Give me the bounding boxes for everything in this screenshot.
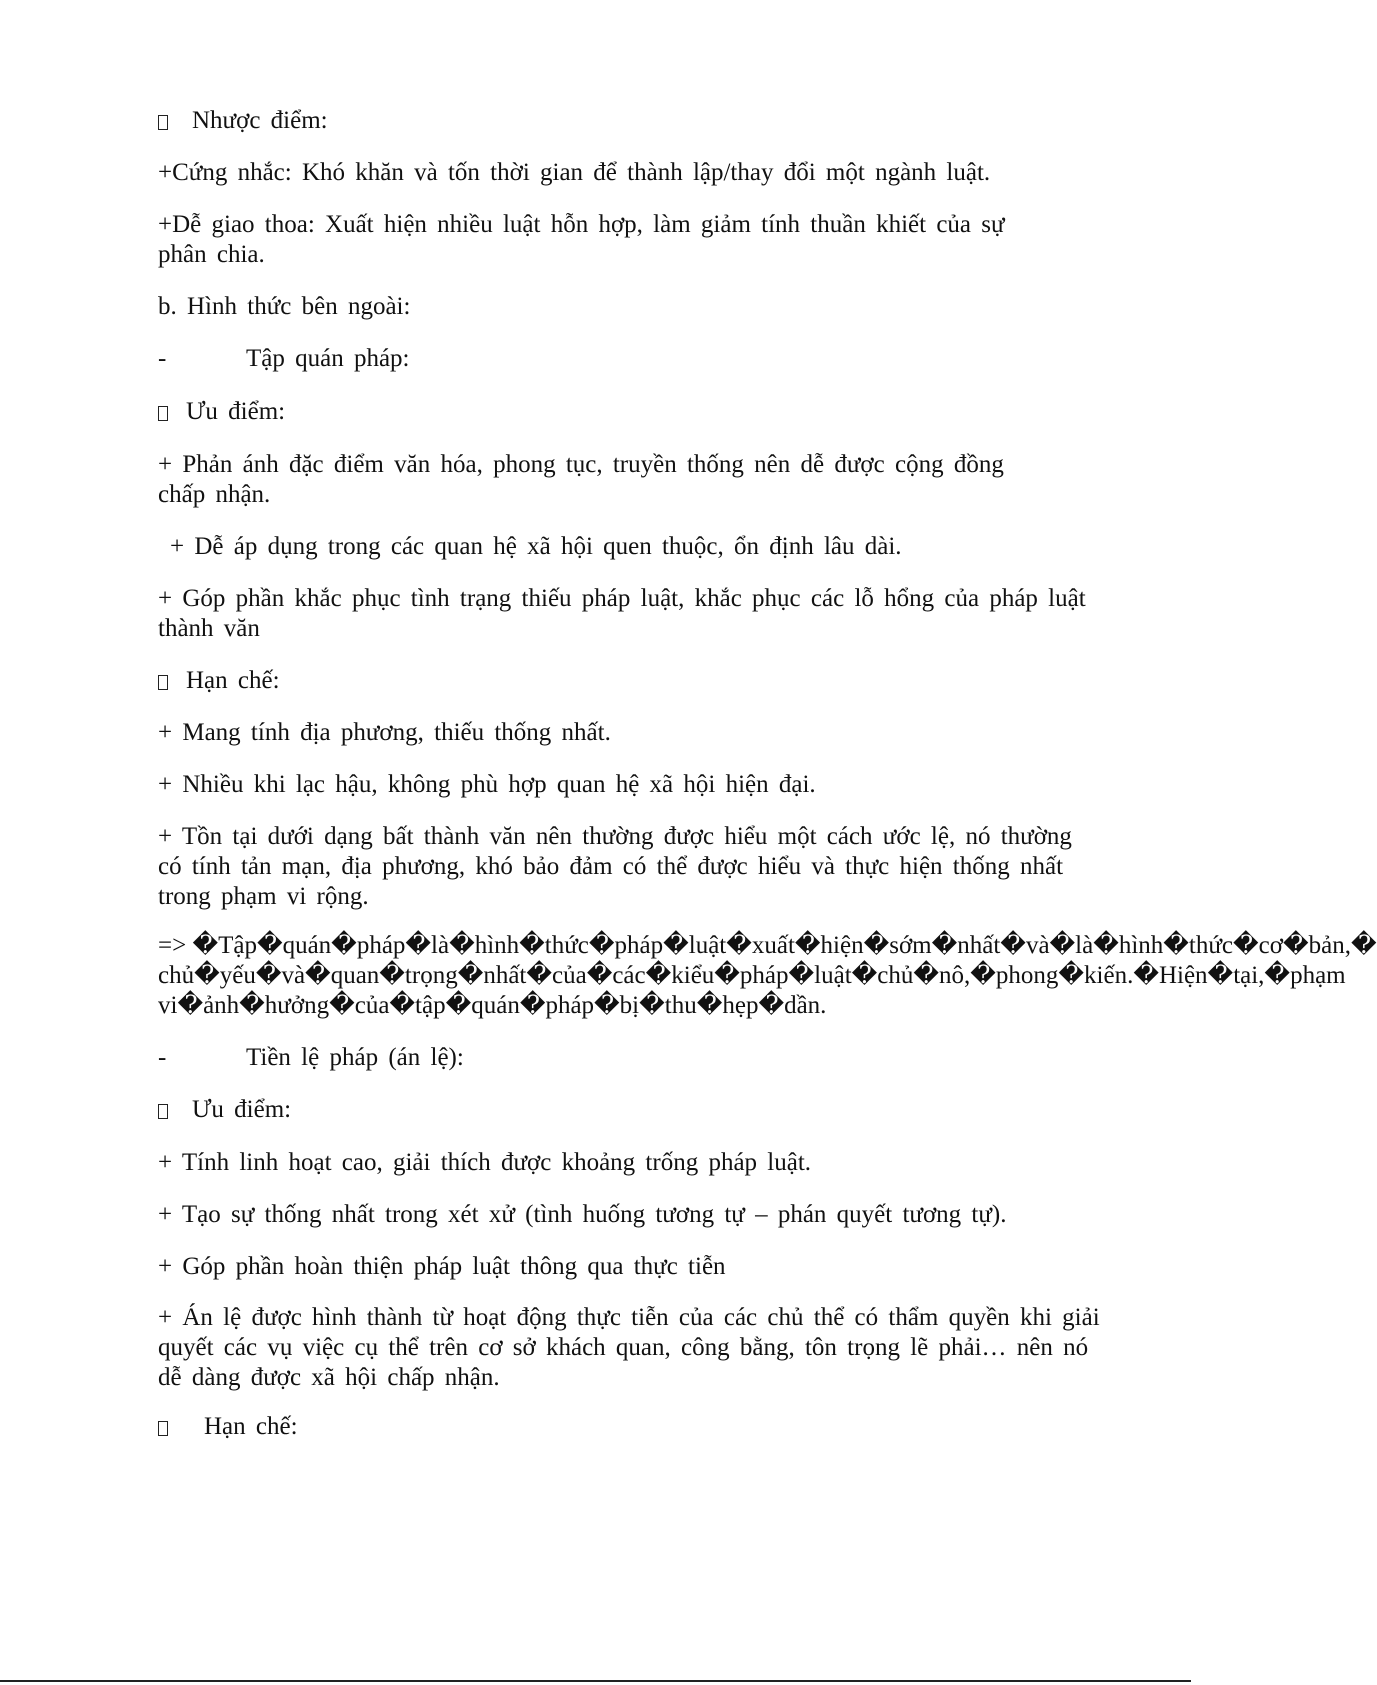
- paragraph-line: => �Tập�quán�pháp�là�hình�thức�pháp�luật�xuất�hiện�sớm�nhất�và�là�hình�thức�cơ�bản,�: [158, 932, 1377, 959]
- subheading-tap-quan-phap: [158, 343, 410, 375]
- bullet-glyph-icon: [158, 1421, 168, 1436]
- page-bottom-rule: [0, 1680, 1191, 1682]
- paragraph-line: + Góp phần khắc phục tình trạng thiếu pháp luật, khắc phục các lỗ hổng của pháp luật: [158, 585, 1086, 612]
- bullet-glyph-icon: [158, 675, 168, 690]
- paragraph-line: + Phản ánh đặc điểm văn hóa, phong tục, truyền thống nên dễ được cộng đồng: [158, 451, 1004, 478]
- paragraph-line: + Án lệ được hình thành từ hoạt động thực tiễn của các chủ thể có thẩm quyền khi giải: [158, 1304, 1100, 1331]
- paragraph-line: + Nhiều khi lạc hậu, không phù hợp quan hệ xã hội hiện đại.: [158, 771, 816, 798]
- dash-marker: -: [158, 345, 167, 372]
- paragraph-line: + Tạo sự thống nhất trong xét xử (tình huống tương tự – phán quyết tương tự).: [158, 1201, 1007, 1228]
- paragraph-line: trong phạm vi rộng.: [158, 883, 369, 910]
- paragraph-line: +Dễ giao thoa: Xuất hiện nhiều luật hỗn hợp, làm giảm tính thuần khiết của sự: [158, 211, 1005, 238]
- paragraph-line: + Góp phần hoàn thiện pháp luật thông qua thực tiễn: [158, 1253, 726, 1280]
- paragraph-line: + Tồn tại dưới dạng bất thành văn nên thường được hiểu một cách ước lệ, nó thường: [158, 823, 1072, 850]
- heading-han-che: [158, 1411, 298, 1443]
- paragraph-line: quyết các vụ việc cụ thể trên cơ sở khách quan, công bằng, tôn trọng lẽ phải… nên nó: [158, 1334, 1089, 1361]
- heading-han-che: [158, 665, 280, 697]
- heading-text: Hạn chế:: [204, 1413, 298, 1440]
- heading-uu-diem: [158, 396, 285, 428]
- paragraph-line: thành văn: [158, 615, 260, 642]
- paragraph-line: + Dễ áp dụng trong các quan hệ xã hội quen thuộc, ổn định lâu dài.: [170, 533, 902, 560]
- heading-text: Ưu điểm:: [186, 398, 286, 425]
- paragraph-line: có tính tản mạn, địa phương, khó bảo đảm có thể được hiểu và thực hiện thống nhất: [158, 853, 1064, 880]
- heading-text: Ưu điểm:: [192, 1096, 292, 1123]
- heading-nhuoc-diem: [158, 105, 328, 137]
- bullet-glyph-icon: [158, 115, 168, 130]
- paragraph-line: dễ dàng được xã hội chấp nhận.: [158, 1364, 500, 1391]
- heading-uu-diem: [158, 1094, 291, 1126]
- paragraph-line: chủ�yếu�và�quan�trọng�nhất�của�các�kiểu�pháp�luật�chủ�nô,�phong�kiến.�Hiện�tại,�phạm: [158, 962, 1346, 989]
- paragraph-line: phân chia.: [158, 241, 265, 268]
- bullet-glyph-icon: [158, 406, 168, 421]
- bullet-glyph-icon: [158, 1104, 168, 1119]
- section-heading: b. Hình thức bên ngoài:: [158, 293, 411, 320]
- paragraph-line: chấp nhận.: [158, 481, 271, 508]
- subheading-tien-le-phap: [158, 1042, 464, 1074]
- paragraph-line: +Cứng nhắc: Khó khăn và tốn thời gian để thành lập/thay đổi một ngành luật.: [158, 159, 991, 186]
- paragraph-line: + Tính linh hoạt cao, giải thích được khoảng trống pháp luật.: [158, 1149, 812, 1176]
- paragraph-line: vi�ảnh�hưởng�của�tập�quán�pháp�bị�thu�hẹp�dần.: [158, 992, 827, 1019]
- heading-text: Nhược điểm:: [192, 107, 328, 134]
- paragraph-line: + Mang tính địa phương, thiếu thống nhất.: [158, 719, 611, 746]
- subheading-text: Tập quán pháp:: [246, 345, 410, 372]
- dash-marker: -: [158, 1044, 167, 1071]
- subheading-text: Tiền lệ pháp (án lệ):: [246, 1044, 464, 1071]
- heading-text: Hạn chế:: [186, 667, 280, 694]
